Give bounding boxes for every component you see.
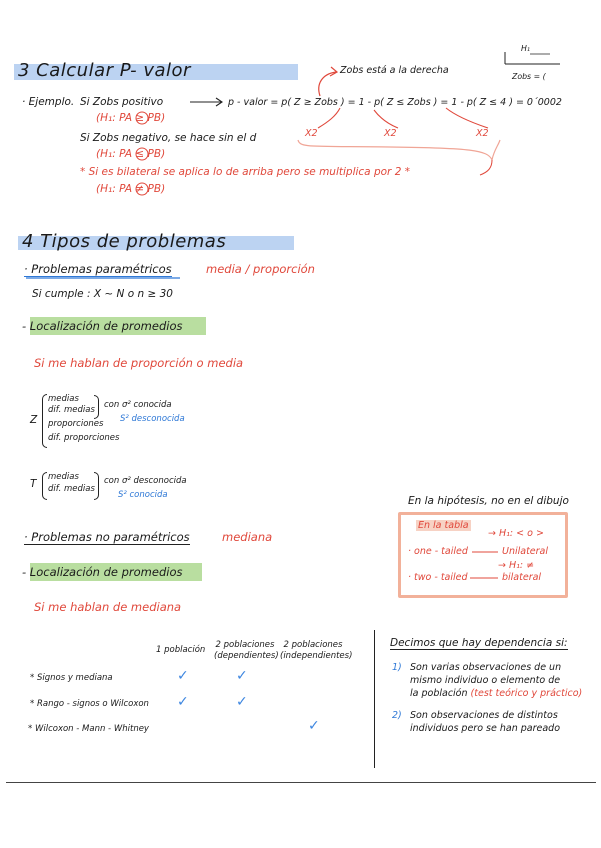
axis-label-top: H₁ [521,44,530,53]
table-row-label-3: * Wilcoxon - Mann - Whitney [28,724,149,734]
case1-circle [136,112,148,124]
x2-arrow-3 [446,108,488,128]
loc-prom-2: - Localización de promedios [22,565,183,579]
x2-label-3: X2 [476,128,489,139]
table-header-1: 1 población [156,645,206,655]
x2-arrow-1 [318,108,340,128]
hypothesis-bilateral: bilateral [502,572,542,583]
case1-text: Si Zobs positivo [80,96,164,108]
formula-brace [298,140,500,160]
t-con: con σ² desconocida [104,476,187,486]
hablan-2: Si me hablan de mediana [34,600,182,614]
dependence-item2-num: 2) [392,710,402,721]
case3-hypothesis: (H₁: PA ≠ PB) [96,183,166,195]
dependence-heading-text: Decimos que hay dependencia si: [390,637,568,649]
z-item-2: dif. medias [48,405,95,415]
hypothesis-h1-b: → H₁: ≠ [498,560,535,571]
param-note: media / proporción [206,262,315,276]
bilateral-note: * Si es bilateral se aplica lo de arriba pero se multiplica por 2 * [80,166,410,178]
x2-arrow-2 [374,110,398,128]
z-con: con σ² conocida [104,400,172,410]
loc-prom-1: - Localización de promedios [22,319,183,333]
z-desc: S² desconocida [120,414,185,424]
section4-title: 4 Tipos de problemas [22,231,227,252]
z-item-4: dif. proporciones [48,433,120,443]
hypothesis-two-tailed: · two - tailed [408,572,468,583]
table-check-r2-c2: ✓ [236,694,248,710]
dependence-item1-line3-text: la población [410,688,468,699]
dependence-item1-line2: mismo individuo o elemento de [410,675,561,686]
t-item-1: medias [48,472,79,482]
section3-title: 3 Calcular P- valor [18,60,191,81]
hablan-1: Si me hablan de proporción o media [34,356,244,370]
x2-label-1: X2 [305,128,318,139]
table-row-label-2: * Rango - signos o Wilcoxon [30,699,149,709]
t-item-2: dif. medias [48,484,95,494]
case3-circle [136,183,148,195]
table-check-r2-c1: ✓ [177,694,189,710]
dependence-item1-line1: Son varias observaciones de un [410,662,562,673]
case2-hypothesis: (H₁: PA ≤ PB) [96,148,166,160]
cumple-text: Si cumple : X ~ N o n ≥ 30 [32,288,173,300]
dependence-item2-line1: Son observaciones de distintos [410,710,558,721]
hypothesis-heading: En la hipótesis, no en el dibujo [408,495,569,507]
table-header-2: 2 poblaciones (dependientes) [214,640,279,661]
zobs-arrowhead [330,67,337,76]
zobs-note: Zobs está a la derecha [340,65,449,76]
brace-to-note [480,160,492,175]
z-item-3: proporciones [48,419,104,429]
table-check-r1-c2: ✓ [236,668,248,684]
case1-hypothesis: (H₁: PA ≥ PB) [96,112,166,124]
hypothesis-tabla-text: En la tabla [418,520,469,531]
hypothesis-h1-a: → H₁: < o > [488,528,544,539]
axis-label-bottom: Zobs = ( [512,72,546,81]
dependence-item1-line3-red: (test teórico y práctico) [470,688,583,699]
ejemplo-label: · Ejemplo. [22,96,75,108]
x2-label-2: X2 [384,128,397,139]
table-row-label-1: * Signos y mediana [30,673,113,683]
param-label-text: · Problemas paramétricos [24,262,172,276]
t-letter: T [30,478,37,490]
case1-formula: p - valor = p( Z ≥ Zobs ) = 1 - p( Z ≤ Zobs ) = 1 - p( Z ≤ 4 ) = 0´0002 [228,97,562,108]
z-item-1: medias [48,394,79,404]
t-conoc: S² conocida [118,490,168,500]
noparam-note: mediana [222,530,273,544]
table-check-r3-c3: ✓ [308,718,320,734]
case2-text: Si Zobs negativo, se hace sin el d [80,132,257,144]
z-letter: Z [30,414,38,426]
zobs-arrow [319,72,336,96]
noparam-label-text: · Problemas no paramétricos [24,530,190,544]
dependence-item2-line2: individuos pero se han pareado [410,723,561,734]
case2-circle [136,148,148,160]
table-check-r1-c1: ✓ [177,668,189,684]
table-header-3: 2 poblaciones (independientes) [280,640,353,661]
hypothesis-unilateral: Unilateral [502,546,549,557]
hypothesis-one-tailed: · one - tailed [408,546,468,557]
dependence-item1-num: 1) [392,662,402,673]
